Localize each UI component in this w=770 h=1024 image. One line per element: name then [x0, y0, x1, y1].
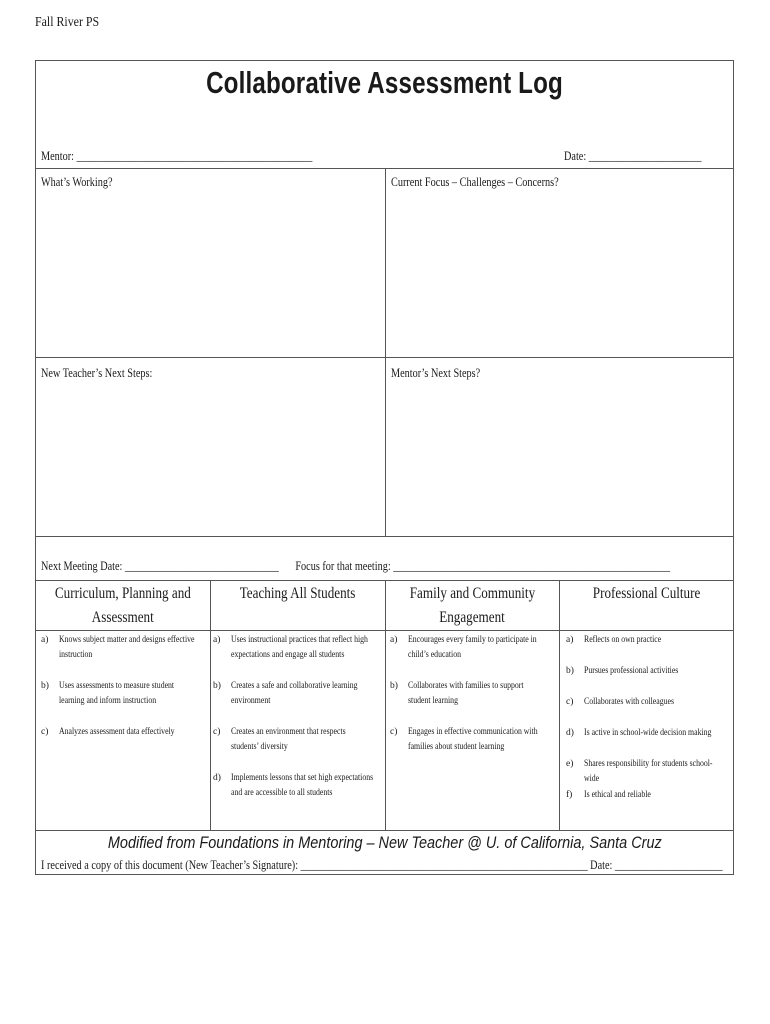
whats-working-label: What’s Working?: [41, 175, 113, 189]
signature-field[interactable]: I received a copy of this document (New Teacher’s Signature): ________________________________________________________ Date: _____________________: [41, 858, 723, 872]
column-heading-teaching: Teaching All Students: [239, 585, 356, 602]
next-meeting-row: [41, 559, 670, 574]
credit-line: Modified from Foundations in Mentoring – New Teacher @ U. of California, Santa Cruz: [107, 833, 662, 852]
next-meeting-field[interactable]: Next Meeting Date: ______________________________: [41, 559, 279, 573]
form-title: Collaborative Assessment Log: [206, 65, 563, 100]
divider: [36, 630, 733, 631]
column-heading-professional: Professional Culture: [593, 585, 701, 602]
meeting-focus-field[interactable]: Focus for that meeting: ______________________________________________________: [295, 559, 671, 573]
column-heading-curriculum: Curriculum, Planning and Assessment: [55, 585, 191, 626]
mentor-field[interactable]: Mentor: ______________________________________________: [41, 149, 313, 163]
divider: [36, 830, 733, 831]
new-teacher-steps-label: New Teacher’s Next Steps:: [41, 366, 153, 380]
date-field[interactable]: Date: ______________________: [564, 149, 702, 163]
divider: [385, 168, 386, 536]
divider: [36, 357, 733, 358]
divider: [36, 536, 733, 537]
assessment-log-form: Collaborative Assessment Log Mentor: ______________________________________________ Date: ______________________ What’s Working? Current Focus – Challenges – Concerns? New Teacher’s Next Steps: Mentor’s Next Steps? Next Meeting Date: ______________________________ Focus for that meeting: ______________________________________________________ Curriculum, Planning and Assessment Teaching All Students Family and Community Engagement Professional Culture a) Knows subject matter and designs effective instruction b) Uses assessments to measure student learning and inform instruction c) Analyzes assessment data effectively a) Uses instructional practices that reflect high expectations and engage all students b) Creates a safe and collaborative learning environment c) Creates an environment that respects students’ diversity d) Implements lessons that set high expectations and are accessible to all students a) Encourages every family to participate in child’s education b) Collaborates with families to support student learning c) Engages in effective communication with families about student learning a) Reflects on own practice b) Pursues professional activities c) Collaborates with colleagues d) Is active in school-wide decision making e) Shares responsibility for students school-wide f) Is ethical and reliable Modified from Foundations in Mentoring – New Teacher @ U. of California, Santa Cruz I received a copy of this document (New Teacher’s Signature): ________________________________________________________ Date: _____________________: [35, 60, 734, 875]
current-focus-label: Current Focus – Challenges – Concerns?: [391, 175, 559, 189]
organization-name: Fall River PS: [35, 15, 100, 30]
column-heading-family: Family and Community Engagement: [409, 585, 535, 626]
mentor-steps-label: Mentor’s Next Steps?: [391, 366, 481, 380]
